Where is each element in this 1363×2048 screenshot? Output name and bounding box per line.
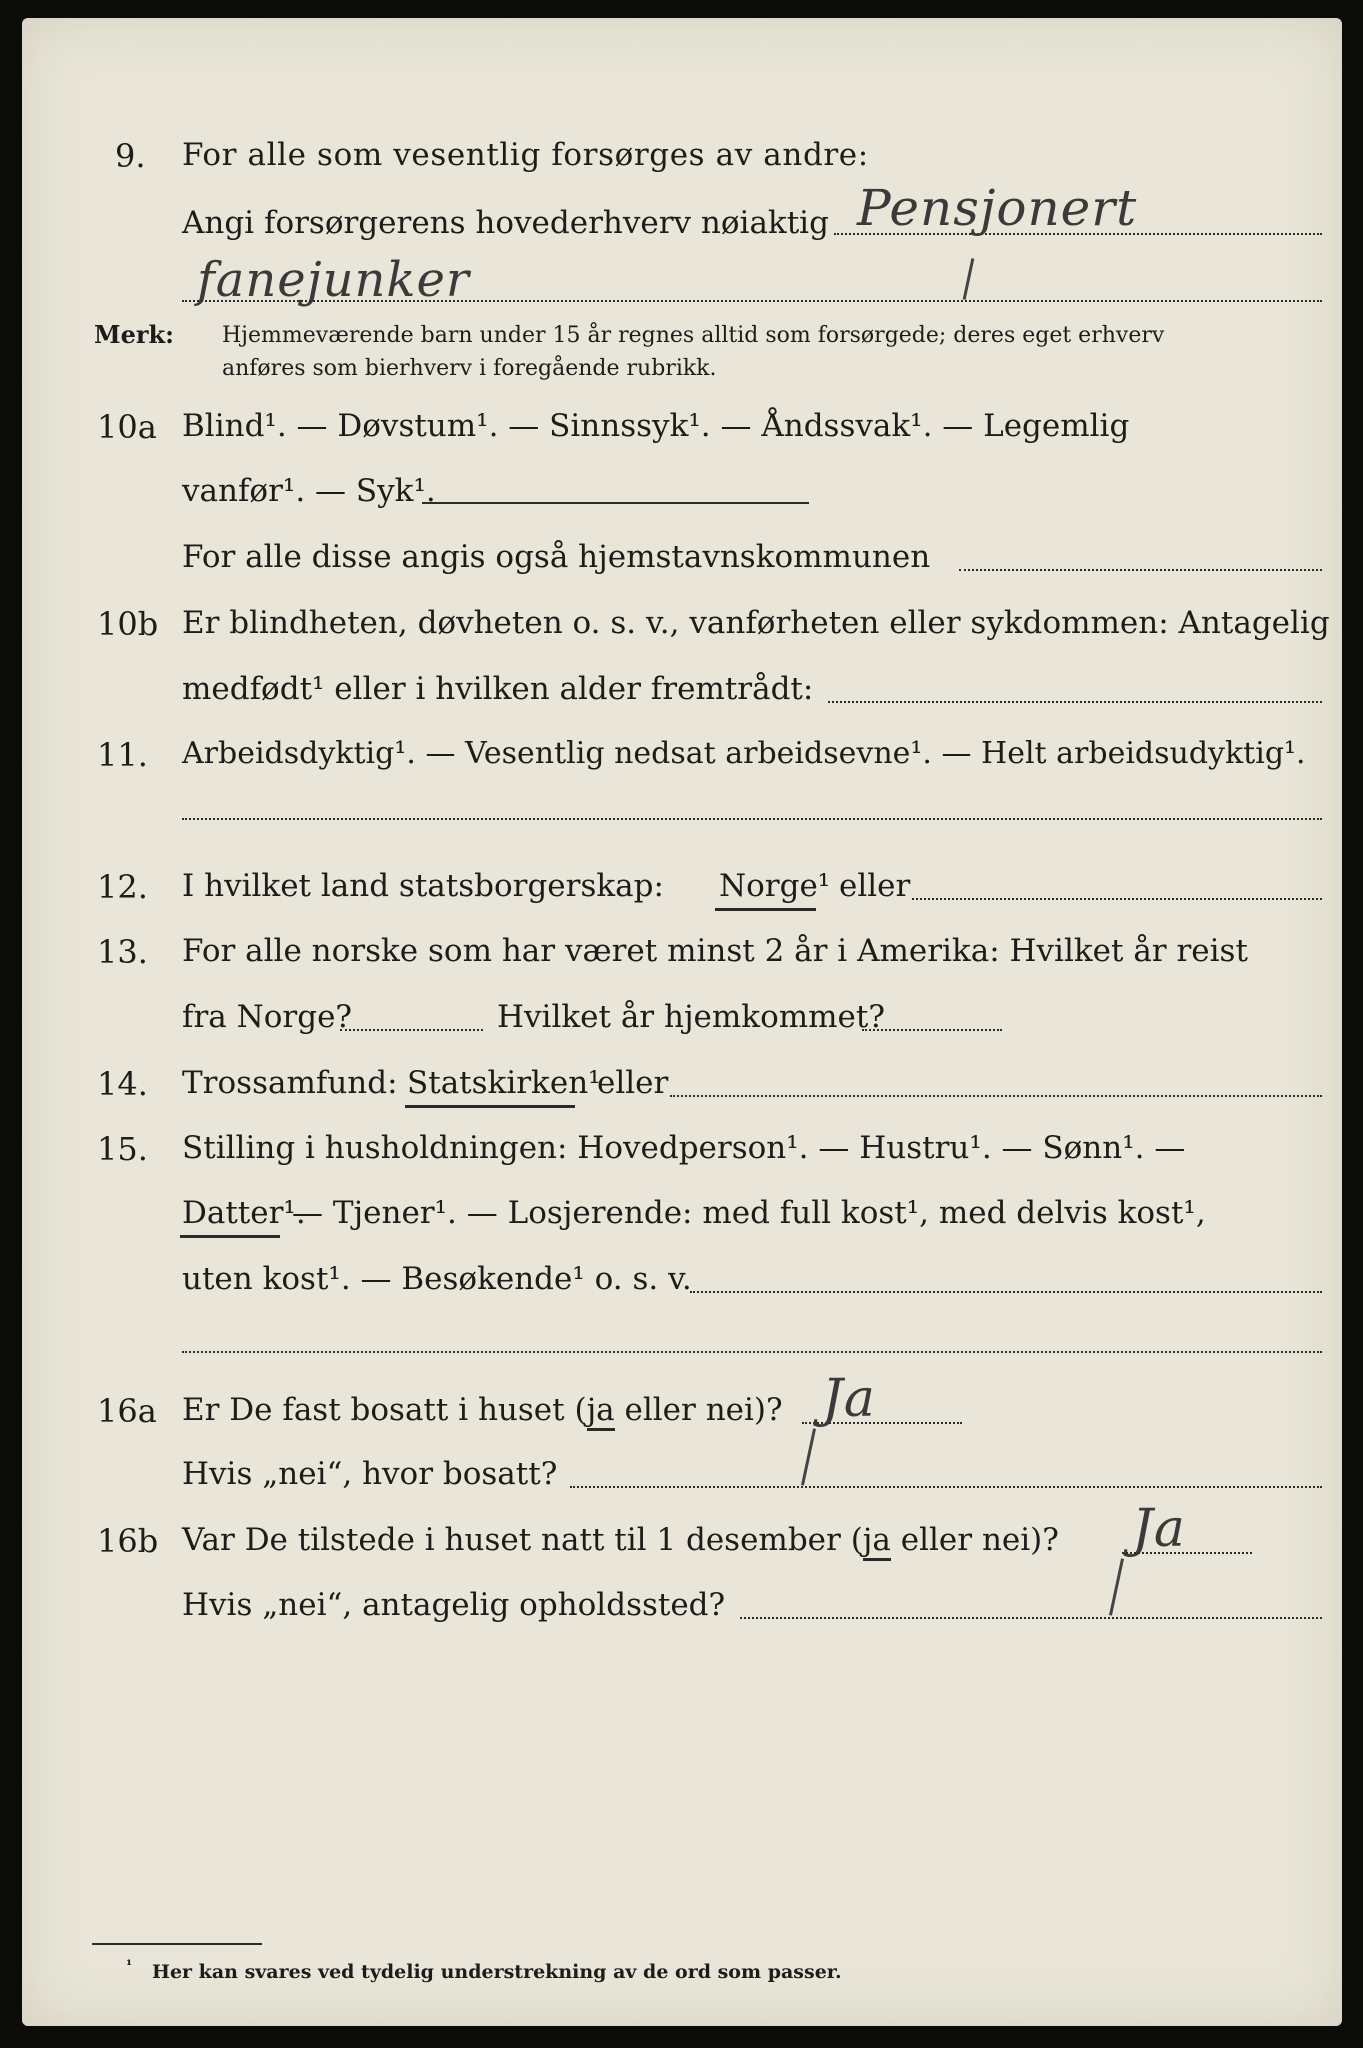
q16a-line2: Hvis „nei“, hvor bosatt? — [182, 1456, 558, 1492]
footnote-mark: ¹ — [126, 1958, 133, 1974]
q16b-line1-end: eller nei)? — [890, 1522, 1059, 1558]
q9-handwritten-rank: fanejunker — [197, 252, 470, 308]
q14-number: 14. — [97, 1065, 148, 1103]
q16b-number: 16b — [97, 1522, 159, 1560]
q16b-line1 — [182, 1522, 1059, 1558]
q16a-number: 16a — [97, 1392, 157, 1430]
q14-label: Trossamfund: — [182, 1065, 398, 1101]
q12-norge-underline — [715, 908, 816, 911]
q14-statskirken-underline — [405, 1105, 575, 1108]
q12-eller: eller — [839, 868, 911, 904]
q16b-handwritten-answer: Ja — [1132, 1499, 1186, 1559]
q16b-answer-line — [1122, 1552, 1252, 1554]
q12-line1: I hvilket land statsborgerskap: — [182, 868, 664, 904]
q10a-sick-answer-line — [422, 502, 809, 504]
q13-line2a: fra Norge? — [182, 999, 353, 1035]
q15-extra-line — [182, 1351, 1322, 1353]
q13-line2b: Hvilket år hjemkommet? — [497, 999, 885, 1035]
q13-line1: For alle norske som har været minst 2 år i Amerika: Hvilket år reist — [182, 933, 1248, 969]
q9-pen-tick — [963, 258, 975, 300]
q9-answer-line-2 — [182, 300, 1322, 302]
q10a-number: 10a — [97, 408, 157, 446]
q13-number: 13. — [97, 933, 148, 971]
q12-answer-line — [912, 898, 1322, 900]
q14-eller: eller — [597, 1065, 669, 1101]
q10a-line2: vanfør¹. — Syk¹. — [182, 473, 436, 509]
q10a-municipality-line — [959, 569, 1322, 571]
q10a-line1: Blind¹. — Døvstum¹. — Sinnssyk¹. — Åndssvak¹. — Legemlig — [182, 408, 1130, 444]
q15-datter: Datter¹. — [182, 1195, 306, 1231]
q11-answer-line — [182, 818, 1322, 820]
q15-answer-line — [690, 1291, 1322, 1293]
q16a-ja-underlined: ja — [587, 1392, 615, 1431]
q15-line2rest: — Tjener¹. — Losjerende: med full kost¹, med delvis kost¹, — [292, 1195, 1206, 1231]
q16b-where-line — [740, 1617, 1322, 1619]
q11-line1: Arbeidsdyktig¹. — Vesentlig nedsat arbeidsevne¹. — Helt arbeidsudyktig¹. — [182, 736, 1306, 771]
q16a-line1-start: Er De fast bosatt i huset ( — [182, 1392, 587, 1428]
q15-line1: Stilling i husholdningen: Hovedperson¹. — Hustru¹. — Sønn¹. — — [182, 1130, 1186, 1166]
q16b-line2: Hvis „nei“, antagelig opholdssted? — [182, 1587, 726, 1623]
q12-number: 12. — [97, 868, 148, 906]
q16a-pen-tick — [801, 1428, 816, 1485]
q13-reist-line — [340, 1029, 483, 1031]
q9-number: 9. — [115, 137, 146, 175]
q10b-answer-line — [828, 701, 1322, 703]
q9-handwritten-occupation: Pensjonert — [857, 179, 1138, 237]
q10a-line3: For alle disse angis også hjemstavnskommunen — [182, 539, 931, 575]
q13-hjemkommet-line — [862, 1029, 1002, 1031]
q15-line3: uten kost¹. — Besøkende¹ o. s. v. — [182, 1261, 692, 1297]
q10b-line2: medfødt¹ eller i hvilken alder fremtrådt: — [182, 671, 814, 707]
q16a-where-line — [570, 1486, 1322, 1488]
q15-number: 15. — [97, 1130, 148, 1168]
q12-norge: Norge¹ — [719, 868, 831, 904]
q9-line2: Angi forsørgerens hovederhverv nøiaktig — [182, 205, 829, 241]
footnote-text: Her kan svares ved tydelig understrekning av de ord som passer. — [152, 1961, 842, 1983]
q16b-ja-underlined: ja — [863, 1522, 891, 1561]
q16a-handwritten-answer: Ja — [822, 1369, 876, 1429]
footnote-rule — [92, 1943, 262, 1945]
merk-line2: anføres som bierhverv i foregående rubrikk. — [222, 356, 717, 381]
q11-number: 11. — [97, 736, 148, 774]
q9-line1: For alle som vesentlig forsørges av andre: — [182, 137, 869, 173]
census-form-page — [22, 18, 1342, 2026]
q14-statskirken: Statskirken¹ — [407, 1065, 601, 1101]
q10b-number: 10b — [97, 605, 159, 643]
q14-answer-line — [670, 1095, 1322, 1097]
q15-datter-underline — [180, 1235, 280, 1238]
q10b-line1: Er blindheten, døvheten o. s. v., vanførheten eller sykdommen: Antagelig — [182, 605, 1330, 641]
merk-label: Merk: — [94, 320, 174, 349]
q16b-pen-tick — [1109, 1558, 1124, 1615]
merk-line1: Hjemmeværende barn under 15 år regnes alltid som forsørgede; deres eget erhverv — [222, 323, 1165, 348]
q16a-line1 — [182, 1392, 783, 1428]
q16a-line1-end: eller nei)? — [614, 1392, 783, 1428]
q16b-line1-start: Var De tilstede i huset natt til 1 desember ( — [182, 1522, 863, 1558]
